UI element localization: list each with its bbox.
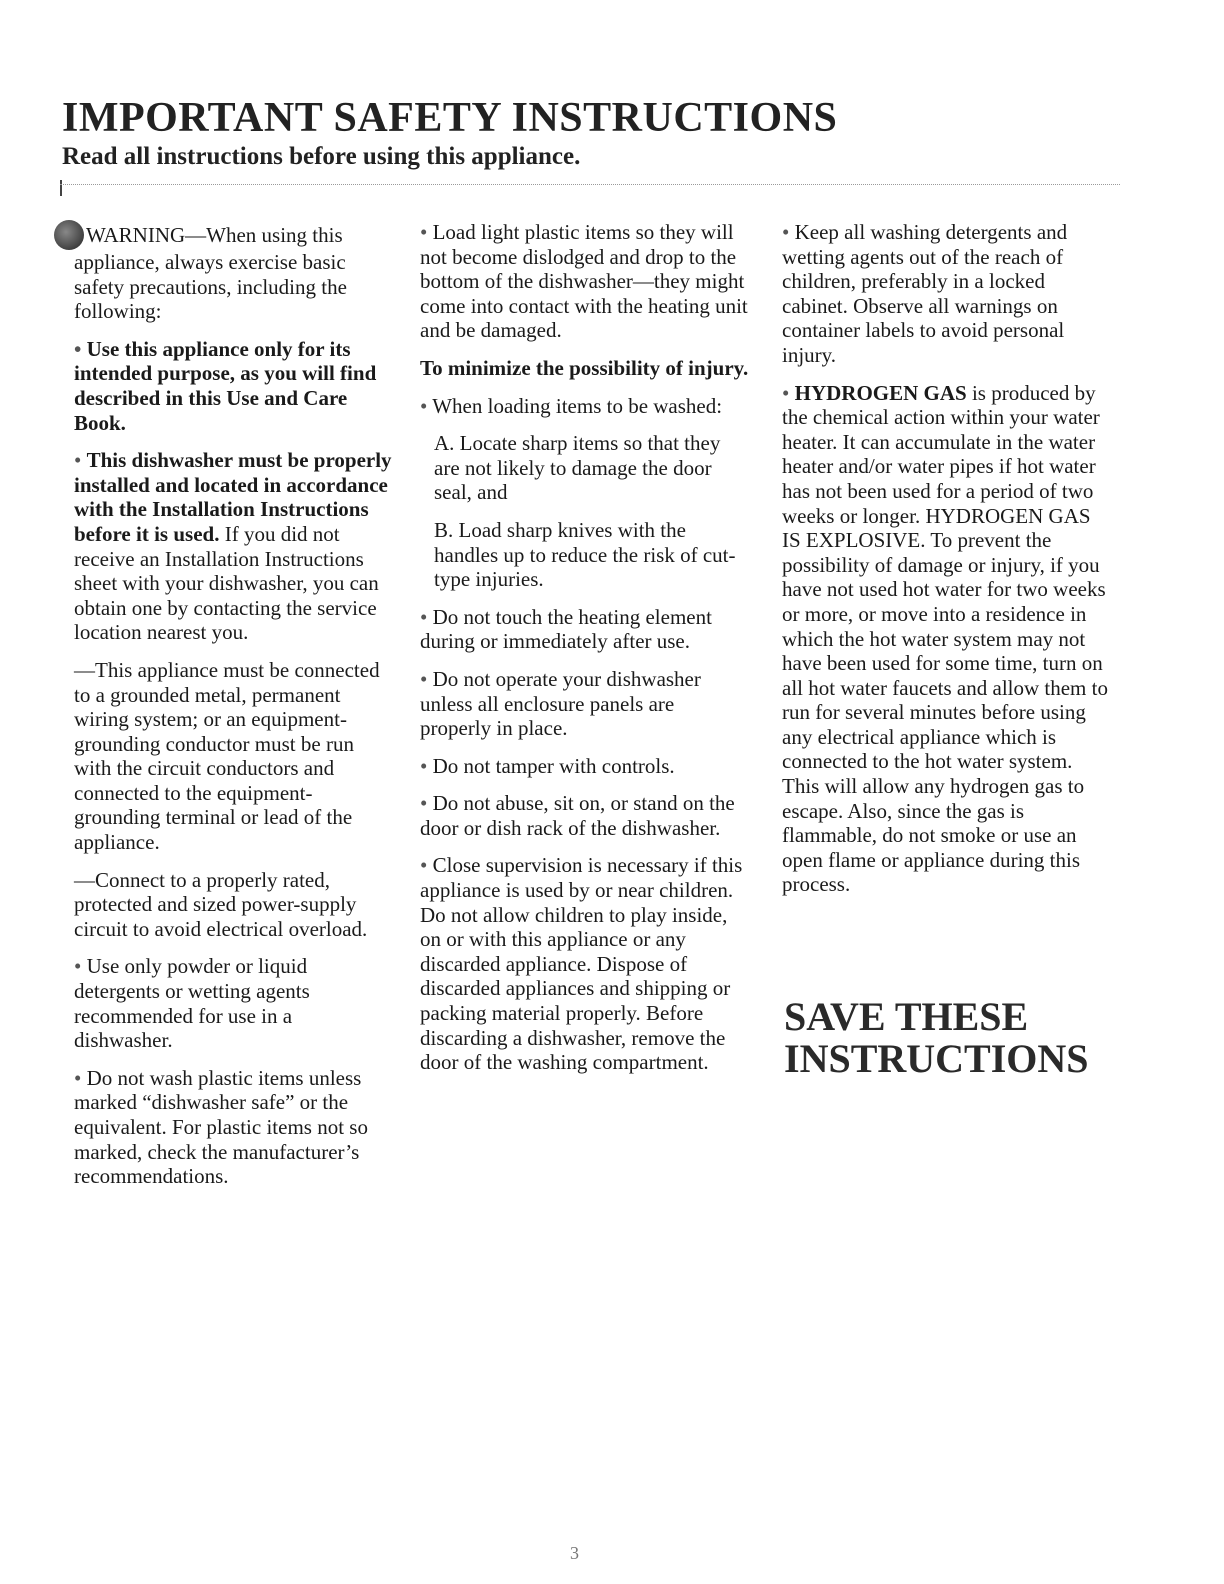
instruction-text: When loading items to be washed: — [432, 393, 723, 418]
bullet-icon: • — [420, 753, 428, 778]
instruction-when-loading — [420, 394, 750, 419]
instruction-text: Do not touch the heating element during or immediately after use. — [420, 604, 712, 654]
column-middle — [420, 220, 750, 1088]
instruction-panels — [420, 667, 750, 741]
bullet-icon: • — [420, 220, 428, 244]
margin-tick — [60, 180, 62, 196]
instruction-powder — [74, 954, 394, 1052]
instruction-installation — [74, 448, 394, 645]
header-divider — [60, 184, 1120, 185]
instruction-tamper — [420, 754, 750, 779]
column-left — [74, 220, 394, 1202]
bullet-icon: • — [782, 220, 790, 244]
warning-lead: WARNING — [86, 223, 186, 247]
instruction-heating — [420, 605, 750, 654]
bullet-icon: • — [74, 336, 82, 361]
bullet-icon: • — [74, 448, 82, 473]
instruction-text: Do not tamper with controls. — [432, 753, 675, 778]
instruction-text: Use only powder or liquid detergents or wetting agents recommended for use in a dishwasher. — [74, 954, 310, 1053]
save-line-1: SAVE THESE — [784, 994, 1029, 1039]
instruction-text: Do not operate your dishwasher unless all enclosure panels are properly in place. — [420, 666, 701, 741]
instruction-item-a: A. Locate sharp items so that they are not likely to damage the door seal, and — [434, 431, 721, 505]
instruction-text: Do not abuse, sit on, or stand on the door or dish rack of the dishwasher. — [420, 791, 735, 840]
bullet-icon: • — [74, 1065, 82, 1090]
instruction-text: Do not wash plastic items unless marked “dishwasher safe” or the equivalent. For plastic items not so marked, check the manufacturer’s recommendations. — [74, 1065, 368, 1189]
bullet-icon: • — [420, 791, 428, 816]
column-right — [782, 220, 1112, 910]
bullet-icon: • — [782, 380, 790, 405]
instruction-intended-use — [74, 337, 394, 435]
bullet-icon: • — [420, 853, 428, 878]
instruction-light-plastic — [420, 220, 750, 343]
instruction-text: Keep all washing detergents and wetting agents out of the reach of children, preferably in a locked cabinet. Observe all warnings on container labels to avoid personal injury. — [782, 220, 1068, 367]
instruction-abuse — [420, 791, 750, 840]
minimize-heading: To minimize the possibility of injury. — [420, 355, 749, 380]
warning-text: —When using this appliance, always exercise basic safety precautions, including the following: — [74, 223, 347, 324]
instruction-text: Close supervision is necessary if this appliance is used by or near children. Do not allow children to play inside, on or with this appliance or any discarded appliance. Dispose of discarded appliances and shipping or packing material properly. Before discarding a dishwasher, remove the door of the washing compartment. — [420, 853, 743, 1075]
warning-paragraph — [74, 220, 394, 324]
instruction-grounded: —This appliance must be connected to a grounded metal, permanent wiring system; or an equipment-grounding conductor must be run with the circuit conductors and connected to the equipment-grounding terminal or lead of the appliance. — [74, 657, 380, 855]
bullet-icon: • — [420, 604, 428, 629]
instruction-text: is produced by the chemical action within your water heater. It can accumulate in the water heater and/or water pipes if hot water has not been used for a period of two weeks or longer. HYDROGEN GAS IS EXPLOSIVE. To prevent the possibility of damage or injury, if you have not used hot water for two weeks or more, or move into a residence in which the hot water system may not have been used for some time, turn on all hot water faucets and allow them to run for several minutes before using any electrical appliance which is connected to the hot water system. This will allow any hydrogen gas to escape. Also, since the gas is flammable, do not smoke or use an open flame or appliance during this process. — [782, 380, 1108, 897]
bullet-icon: • — [420, 393, 428, 418]
warning-bullet-icon — [54, 220, 84, 250]
save-line-2: INSTRUCTIONS — [784, 1036, 1089, 1081]
page-number: 3 — [570, 1543, 579, 1563]
instruction-text: Load light plastic items so they will not become dislodged and drop to the bottom of the dishwasher—they might come into contact with the heating unit and be damaged. — [420, 220, 748, 343]
instruction-bold-text: This dishwasher must be properly installed and located in accordance with the Installation Instructions before it is used. — [74, 448, 392, 546]
instruction-keep-detergents — [782, 220, 1112, 368]
hydrogen-lead: HYDROGEN GAS — [794, 380, 967, 405]
bullet-icon: • — [74, 954, 82, 979]
instruction-text: If you did not receive an Installation Instructions sheet with your dishwasher, you can obtain one by contacting the service location nearest you. — [74, 521, 379, 645]
instruction-item-b: B. Load sharp knives with the handles up to reduce the risk of cut-type injuries. — [434, 517, 736, 592]
page-subtitle: Read all instructions before using this appliance. — [62, 143, 581, 170]
instruction-hydrogen-gas — [782, 381, 1112, 897]
instruction-plastic — [74, 1066, 394, 1189]
instruction-supervision — [420, 853, 750, 1074]
instruction-text: Use this appliance only for its intended purpose, as you will find described in this Use and Care Book. — [74, 336, 377, 435]
bullet-icon: • — [420, 666, 428, 691]
instruction-connect: —Connect to a properly rated, protected and sized power-supply circuit to avoid electrical overload. — [74, 867, 368, 941]
save-instructions-heading — [784, 996, 1089, 1080]
page-title: IMPORTANT SAFETY INSTRUCTIONS — [62, 95, 838, 141]
